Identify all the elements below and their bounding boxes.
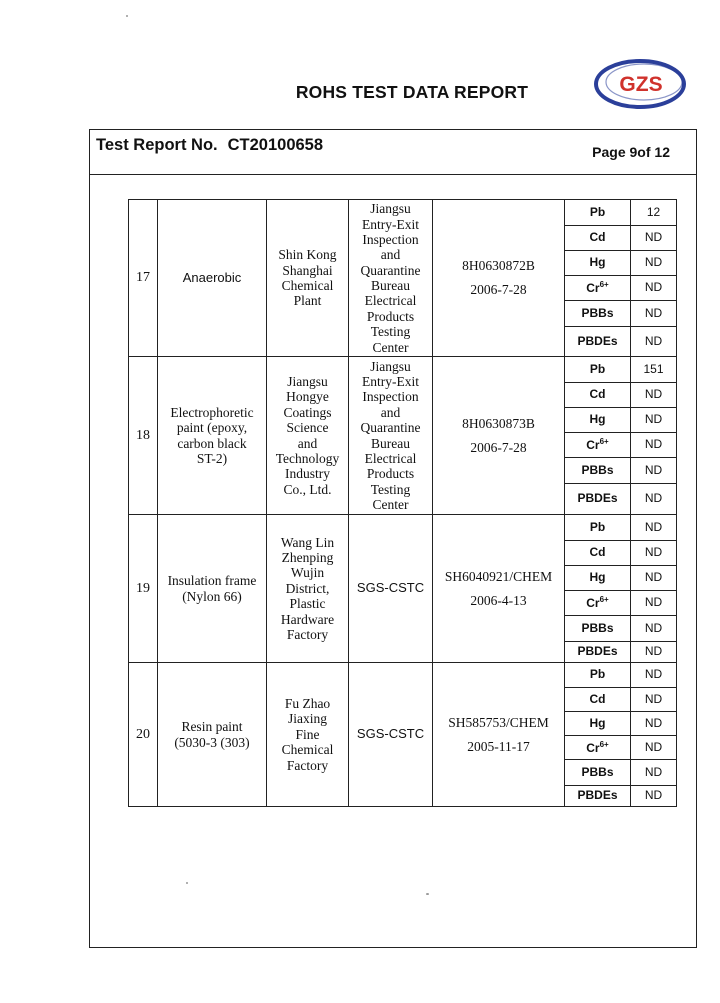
element-symbol: PBBs	[581, 462, 614, 477]
element-name	[565, 408, 631, 433]
element-symbol: Pb	[589, 204, 606, 219]
element-name	[565, 541, 631, 566]
cell-line: Bureau	[371, 278, 410, 293]
result-value: ND	[631, 736, 677, 760]
result-value: ND	[631, 566, 677, 591]
cell-line: and	[380, 247, 401, 263]
test-lab	[349, 200, 433, 357]
element-symbol: PBDEs	[577, 788, 618, 803]
cell-line: (5030-3 (303)	[174, 734, 250, 750]
element-symbol: PBDEs	[577, 491, 618, 506]
report-number: CT20100658	[227, 136, 324, 154]
result-value: ND	[631, 786, 677, 807]
element-symbol: PBDEs	[577, 333, 618, 348]
cell-line: SGS-CSTC	[356, 726, 425, 742]
element-name	[565, 276, 631, 301]
element-superscript: 6+	[599, 437, 609, 447]
element-symbol: Cd	[589, 230, 606, 245]
cell-line: Jiangsu	[370, 358, 411, 374]
element-symbol: Pb	[589, 519, 606, 534]
cell-line: and	[380, 404, 401, 420]
element-name	[565, 433, 631, 458]
speck	[426, 893, 429, 895]
table-row	[129, 357, 677, 383]
part-name	[158, 663, 267, 807]
cell-line: ST-2)	[196, 450, 228, 466]
element-symbol: PBBs	[581, 764, 614, 779]
report-header	[90, 130, 696, 175]
cell-line: 2005-11-17	[467, 738, 530, 754]
element-name	[565, 616, 631, 642]
result-value: ND	[631, 408, 677, 433]
cell-line: Testing	[370, 324, 411, 340]
cell-line: Jiaxing	[288, 711, 327, 727]
cell-line: Chemical	[281, 742, 334, 758]
result-value: ND	[631, 276, 677, 301]
element-name	[565, 663, 631, 688]
table-row	[129, 663, 677, 688]
report-number-block	[96, 136, 323, 155]
cell-line: Zhenping	[281, 550, 334, 566]
page-number: Page 9of 12	[592, 144, 670, 160]
cell-line: (Nylon 66)	[182, 588, 242, 604]
cell-line: Factory	[286, 757, 329, 773]
cell-line: Fine	[295, 726, 320, 742]
cell-line: Electrophoretic	[170, 404, 254, 420]
element-name	[565, 736, 631, 760]
element-name	[565, 712, 631, 736]
cell-line: Jiangsu	[287, 374, 328, 389]
result-value: 12	[631, 200, 677, 226]
result-value: 151	[631, 357, 677, 383]
results-table	[128, 199, 677, 807]
element-symbol: Pb	[589, 667, 606, 682]
result-value: ND	[631, 616, 677, 642]
table-row	[129, 200, 677, 226]
cell-line: Plant	[293, 293, 322, 309]
result-value: ND	[631, 327, 677, 357]
lab-report	[433, 515, 565, 663]
cell-line: Wang Lin	[280, 534, 335, 550]
cell-line: Products	[366, 308, 415, 324]
element-name	[565, 760, 631, 786]
cell-line: Shanghai	[282, 262, 333, 278]
cell-line: Quarantine	[360, 262, 421, 278]
lab-report	[433, 663, 565, 807]
cell-line: 2006-4-13	[470, 592, 527, 608]
element-name	[565, 688, 631, 712]
cell-line: 8H0630872B	[462, 258, 535, 274]
cell-line: Entry-Exit	[362, 374, 419, 389]
element-name	[565, 642, 631, 663]
cell-line: Resin paint	[181, 719, 243, 735]
cell-line: SH585753/CHEM	[448, 714, 549, 730]
element-symbol: PBBs	[581, 305, 614, 320]
element-name	[565, 383, 631, 408]
cell-line: Inspection	[362, 231, 419, 247]
part-name	[158, 515, 267, 663]
result-value: ND	[631, 712, 677, 736]
result-value: ND	[631, 760, 677, 786]
supplier	[267, 357, 349, 515]
element-symbol: Pb	[589, 361, 606, 376]
result-value: ND	[631, 226, 677, 251]
table-row	[129, 515, 677, 541]
result-value: ND	[631, 663, 677, 688]
cell-line: Co., Ltd.	[283, 481, 332, 497]
element-symbol: Cr	[586, 438, 600, 453]
item-number: 17	[129, 200, 158, 357]
item-number: 19	[129, 515, 158, 663]
element-superscript: 6+	[599, 739, 609, 749]
element-symbol: Cd	[589, 387, 606, 402]
element-symbol: Hg	[589, 570, 606, 585]
supplier	[267, 663, 349, 807]
speck	[186, 882, 188, 884]
cell-line: Shin Kong	[278, 247, 337, 263]
result-value: ND	[631, 541, 677, 566]
result-value: ND	[631, 301, 677, 327]
lab-report	[433, 357, 565, 515]
cell-line: Electrical	[364, 450, 417, 466]
element-name	[565, 200, 631, 226]
cell-line: Science	[286, 420, 329, 436]
element-name	[565, 251, 631, 276]
element-symbol: Cd	[589, 545, 606, 560]
cell-line: Coatings	[283, 404, 332, 420]
result-value: ND	[631, 433, 677, 458]
cell-line: Jiangsu	[370, 201, 411, 217]
cell-line: Industry	[285, 466, 330, 482]
element-symbol: Cr	[586, 281, 600, 296]
element-name	[565, 786, 631, 807]
cell-line: 2006-7-28	[470, 282, 527, 297]
item-number: 18	[129, 357, 158, 515]
cell-line: Center	[372, 497, 409, 512]
item-number: 20	[129, 663, 158, 807]
cell-line: Products	[366, 466, 415, 482]
test-lab	[349, 515, 433, 663]
element-symbol: Hg	[589, 715, 606, 730]
element-symbol: PBDEs	[577, 644, 618, 659]
cell-line: Technology	[275, 450, 340, 466]
cell-line: Entry-Exit	[362, 216, 419, 232]
result-value: ND	[631, 383, 677, 408]
cell-line: Anaerobic	[182, 269, 242, 285]
part-name	[158, 200, 267, 357]
cell-line: Hardware	[280, 611, 335, 627]
element-superscript: 6+	[599, 595, 609, 605]
cell-line: Center	[372, 339, 409, 355]
cell-line: carbon black	[177, 435, 247, 451]
result-value: ND	[631, 484, 677, 515]
cell-line: Inspection	[362, 389, 419, 405]
cell-line: SH6040921/CHEM	[444, 568, 553, 584]
supplier	[267, 515, 349, 663]
test-lab	[349, 357, 433, 515]
logo-text: GZS	[619, 73, 663, 96]
cell-line: District,	[285, 580, 330, 596]
speck	[126, 15, 128, 17]
result-value: ND	[631, 642, 677, 663]
supplier	[267, 200, 349, 357]
lab-report	[433, 200, 565, 357]
gzs-logo	[594, 58, 690, 110]
test-lab	[349, 663, 433, 807]
result-value: ND	[631, 515, 677, 541]
result-value: ND	[631, 251, 677, 276]
cell-line: Electrical	[364, 293, 417, 309]
element-name	[565, 484, 631, 515]
element-symbol: Cd	[589, 691, 606, 706]
cell-line: Quarantine	[360, 420, 421, 436]
element-name	[565, 301, 631, 327]
cell-line: 8H0630873B	[462, 415, 535, 431]
cell-line: 2006-7-28	[470, 439, 527, 455]
element-name	[565, 566, 631, 591]
element-symbol: PBBs	[581, 620, 614, 635]
cell-line: Testing	[370, 481, 411, 497]
element-name	[565, 591, 631, 616]
cell-line: SGS-CSTC	[356, 580, 425, 596]
cell-line: Bureau	[371, 435, 410, 451]
cell-line: Insulation frame	[167, 573, 257, 589]
element-name	[565, 357, 631, 383]
cell-line: Fu Zhao	[284, 696, 331, 712]
cell-line: Plastic	[289, 596, 326, 612]
page-title: ROHS TEST DATA REPORT	[295, 82, 529, 102]
cell-line: Factory	[286, 626, 329, 642]
result-value: ND	[631, 688, 677, 712]
element-symbol: Hg	[589, 412, 606, 427]
cell-line: and	[297, 435, 318, 451]
element-symbol: Hg	[589, 255, 606, 270]
part-name	[158, 357, 267, 515]
element-superscript: 6+	[599, 280, 609, 290]
element-name	[565, 226, 631, 251]
result-value: ND	[631, 591, 677, 616]
cell-line: Hongye	[286, 389, 329, 405]
element-name	[565, 327, 631, 357]
element-name	[565, 458, 631, 484]
cell-line: Wujin	[290, 565, 325, 581]
element-symbol: Cr	[586, 596, 600, 611]
cell-line: paint (epoxy,	[176, 420, 248, 436]
result-value: ND	[631, 458, 677, 484]
element-symbol: Cr	[586, 740, 600, 755]
element-name	[565, 515, 631, 541]
cell-line: Chemical	[281, 278, 334, 293]
report-label: Test Report No.	[96, 136, 218, 154]
